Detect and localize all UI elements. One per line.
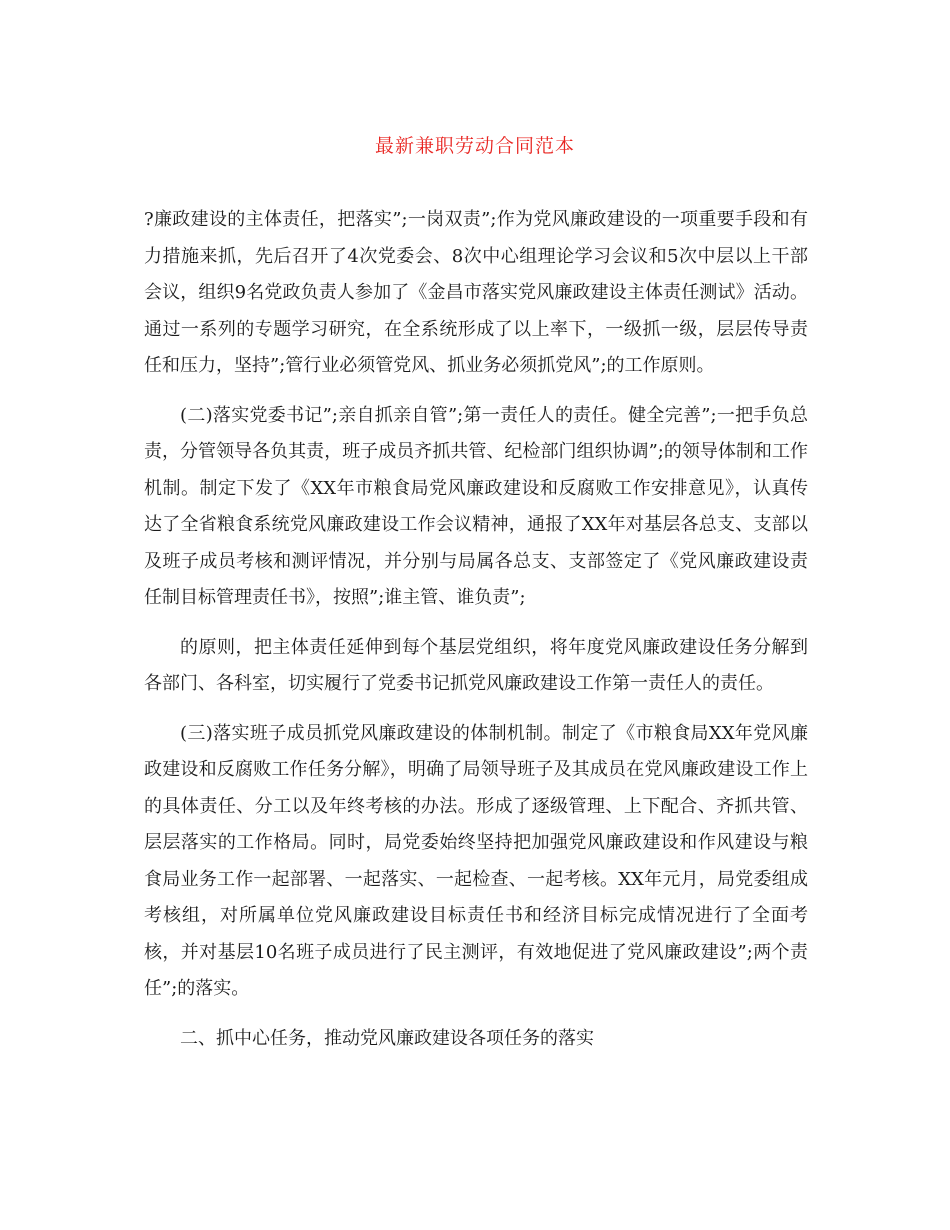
document-title: 最新兼职劳动合同范本 (374, 135, 575, 157)
paragraph-3: 的原则，把主体责任延伸到每个基层党组织，将年度党风廉政建设任务分解到各部门、各科室，切实履行了党委书记抓党风廉政建设工作第一责任人的责任。 (144, 636, 808, 694)
paragraph-1: ?廉政建设的主体责任，把落实”;一岗双责”;作为党风廉政建设的一项重要手段和有力措施来抓，先后召开了4次党委会、8次中心组理论学习会议和5次中层以上干部会议，组织9名党政负责人参加了《金昌市落实党风廉政建设主体责任测试》活动。通过一系列的专题学习研究，在全系统形成了以上率下，一级抓一级，层层传导责任和压力，坚持”;管行业必须管党风、抓业务必须抓党风”;的工作原则。 (144, 209, 808, 376)
section-heading: 二、抓中心任务，推动党风廉政建设各项任务的落实 (180, 1027, 594, 1049)
document-body (144, 202, 808, 1070)
paragraph-2: (二)落实党委书记”;亲自抓亲自管”;第一责任人的责任。健全完善”;一把手负总责，分管领导各负其责，班子成员齐抓共管、纪检部门组织协调”;的领导体制和工作机制。制定下发了《XX年市粮食局党风廉政建设和反腐败工作安排意见》，认真传达了全省粮食系统党风廉政建设工作会议精神，通报了XX年对基层各总支、支部以及班子成员考核和测评情况，并分别与局属各总支、支部签定了《党风廉政建设责任制目标管理责任书》，按照”;谁主管、谁负责”; (144, 404, 808, 608)
paragraph-4: (三)落实班子成员抓党风廉政建设的体制机制。制定了《市粮食局XX年党风廉政建设和反腐败工作任务分解》，明确了局领导班子及其成员在党风廉政建设工作上的具体责任、分工以及年终考核的办法。形成了逐级管理、上下配合、齐抓共管、层层落实的工作格局。同时，局党委始终坚持把加强党风廉政建设和作风建设与粮食局业务工作一起部署、一起落实、一起检查、一起考核。XX年元月，局党委组成考核组，对所属单位党风廉政建设目标责任书和经济目标完成情况进行了全面考核，并对基层10名班子成员进行了民主测评，有效地促进了党风廉政建设”;两个责任”;的落实。 (144, 722, 808, 999)
